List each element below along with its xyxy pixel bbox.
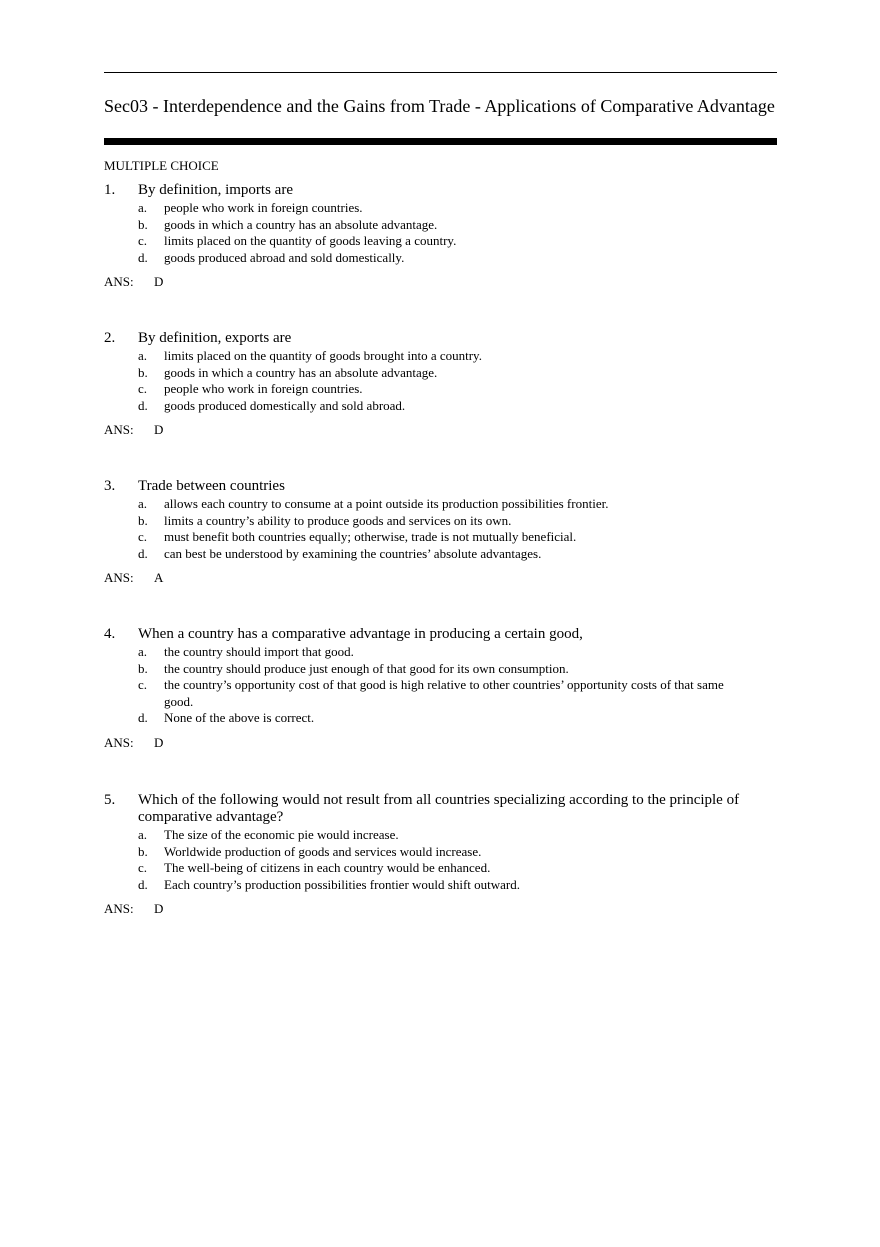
option-text: limits placed on the quantity of goods brought into a country. bbox=[164, 348, 482, 363]
section-label: MULTIPLE CHOICE bbox=[104, 158, 219, 173]
question-4 bbox=[104, 626, 777, 751]
option-text: allows each country to consume at a point outside its production possibilities frontier. bbox=[164, 496, 609, 511]
option-item bbox=[138, 381, 777, 398]
option-item bbox=[138, 233, 777, 250]
answer-value: A bbox=[154, 570, 164, 585]
option-letter: c. bbox=[138, 860, 148, 875]
option-text: the country should produce just enough of that good for its own consumption. bbox=[164, 660, 569, 676]
option-text: must benefit both countries equally; otherwise, trade is not mutually beneficial. bbox=[164, 529, 577, 544]
option-text: goods produced domestically and sold abroad. bbox=[164, 397, 406, 413]
option-letter: d. bbox=[138, 876, 148, 892]
question-2 bbox=[104, 330, 777, 438]
answer-value: D bbox=[154, 734, 164, 750]
answer-value: D bbox=[154, 422, 164, 437]
question-number: 2. bbox=[104, 330, 116, 346]
option-letter: c. bbox=[138, 233, 148, 248]
option-list bbox=[138, 496, 777, 562]
answer-line bbox=[104, 274, 777, 290]
answer-label: ANS: bbox=[104, 901, 134, 916]
option-letter: a. bbox=[138, 827, 148, 842]
question-stem: By definition, imports are bbox=[138, 182, 293, 198]
option-item bbox=[138, 710, 777, 727]
option-item bbox=[138, 398, 777, 415]
answer-line bbox=[104, 422, 777, 438]
answer-value: D bbox=[154, 901, 164, 916]
question-stem: Which of the following would not result from all countries specializing according to the principle of comparative advantage? bbox=[138, 792, 740, 825]
option-item bbox=[138, 844, 777, 861]
question-stem: When a country has a comparative advantage in producing a certain good, bbox=[138, 626, 583, 642]
option-item bbox=[138, 513, 777, 530]
answer-label: ANS: bbox=[104, 274, 134, 289]
question-1 bbox=[104, 182, 777, 290]
answer-label: ANS: bbox=[104, 422, 134, 437]
option-text: people who work in foreign countries. bbox=[164, 381, 363, 396]
option-letter: d. bbox=[138, 397, 148, 413]
option-item bbox=[138, 348, 777, 365]
option-list bbox=[138, 348, 777, 414]
option-item bbox=[138, 661, 777, 678]
option-text: limits a country’s ability to produce goods and services on its own. bbox=[164, 512, 512, 528]
option-text: The size of the economic pie would increase. bbox=[164, 827, 399, 842]
option-text: the country should import that good. bbox=[164, 644, 354, 659]
question-number: 3. bbox=[104, 478, 116, 494]
option-item bbox=[138, 677, 777, 710]
question-5 bbox=[104, 792, 777, 917]
option-text: goods in which a country has an absolute advantage. bbox=[164, 216, 438, 232]
option-letter: b. bbox=[138, 364, 148, 380]
option-list bbox=[138, 827, 777, 893]
option-letter: d. bbox=[138, 545, 148, 561]
question-3 bbox=[104, 478, 777, 586]
option-letter: b. bbox=[138, 843, 148, 859]
option-text: None of the above is correct. bbox=[164, 710, 315, 725]
answer-label: ANS: bbox=[104, 570, 134, 585]
option-letter: a. bbox=[138, 644, 148, 659]
answer-line bbox=[104, 735, 777, 751]
option-text: the country’s opportunity cost of that good is high relative to other countries’ opportunity costs of that same good. bbox=[164, 677, 724, 709]
option-letter: a. bbox=[138, 348, 148, 363]
option-list bbox=[138, 644, 777, 727]
option-letter: c. bbox=[138, 381, 148, 396]
option-item bbox=[138, 496, 777, 513]
question-number: 4. bbox=[104, 626, 116, 642]
question-number: 5. bbox=[104, 792, 116, 808]
option-text: limits placed on the quantity of goods leaving a country. bbox=[164, 233, 457, 248]
option-text: can best be understood by examining the countries’ absolute advantages. bbox=[164, 545, 542, 561]
option-letter: c. bbox=[138, 529, 148, 544]
option-text: people who work in foreign countries. bbox=[164, 200, 363, 215]
option-item bbox=[138, 860, 777, 877]
answer-label: ANS: bbox=[104, 734, 134, 750]
option-text: goods in which a country has an absolute advantage. bbox=[164, 364, 438, 380]
option-item bbox=[138, 529, 777, 546]
option-letter: a. bbox=[138, 496, 148, 511]
option-letter: d. bbox=[138, 710, 148, 725]
option-letter: a. bbox=[138, 200, 148, 215]
option-item bbox=[138, 217, 777, 234]
option-letter: b. bbox=[138, 512, 148, 528]
option-item bbox=[138, 546, 777, 563]
top-divider bbox=[104, 72, 777, 73]
option-text: goods produced abroad and sold domestically. bbox=[164, 249, 405, 265]
option-item bbox=[138, 877, 777, 894]
option-text: Each country’s production possibilities frontier would shift outward. bbox=[164, 876, 520, 892]
question-stem: Trade between countries bbox=[138, 478, 285, 494]
answer-line bbox=[104, 901, 777, 917]
option-item bbox=[138, 644, 777, 661]
option-letter: b. bbox=[138, 216, 148, 232]
question-stem: By definition, exports are bbox=[138, 330, 292, 346]
option-letter: d. bbox=[138, 249, 148, 265]
option-text: The well-being of citizens in each country would be enhanced. bbox=[164, 860, 491, 875]
option-item bbox=[138, 200, 777, 217]
option-item bbox=[138, 365, 777, 382]
question-number: 1. bbox=[104, 182, 116, 198]
option-item bbox=[138, 250, 777, 267]
title-divider bbox=[104, 138, 777, 145]
option-list bbox=[138, 200, 777, 266]
option-item bbox=[138, 827, 777, 844]
answer-value: D bbox=[154, 274, 164, 289]
answer-line bbox=[104, 570, 777, 586]
option-letter: b. bbox=[138, 660, 148, 676]
option-text: Worldwide production of goods and services would increase. bbox=[164, 843, 482, 859]
page-title: Sec03 - Interdependence and the Gains from Trade - Applications of Comparative Advantage bbox=[104, 96, 775, 116]
option-letter: c. bbox=[138, 677, 148, 692]
